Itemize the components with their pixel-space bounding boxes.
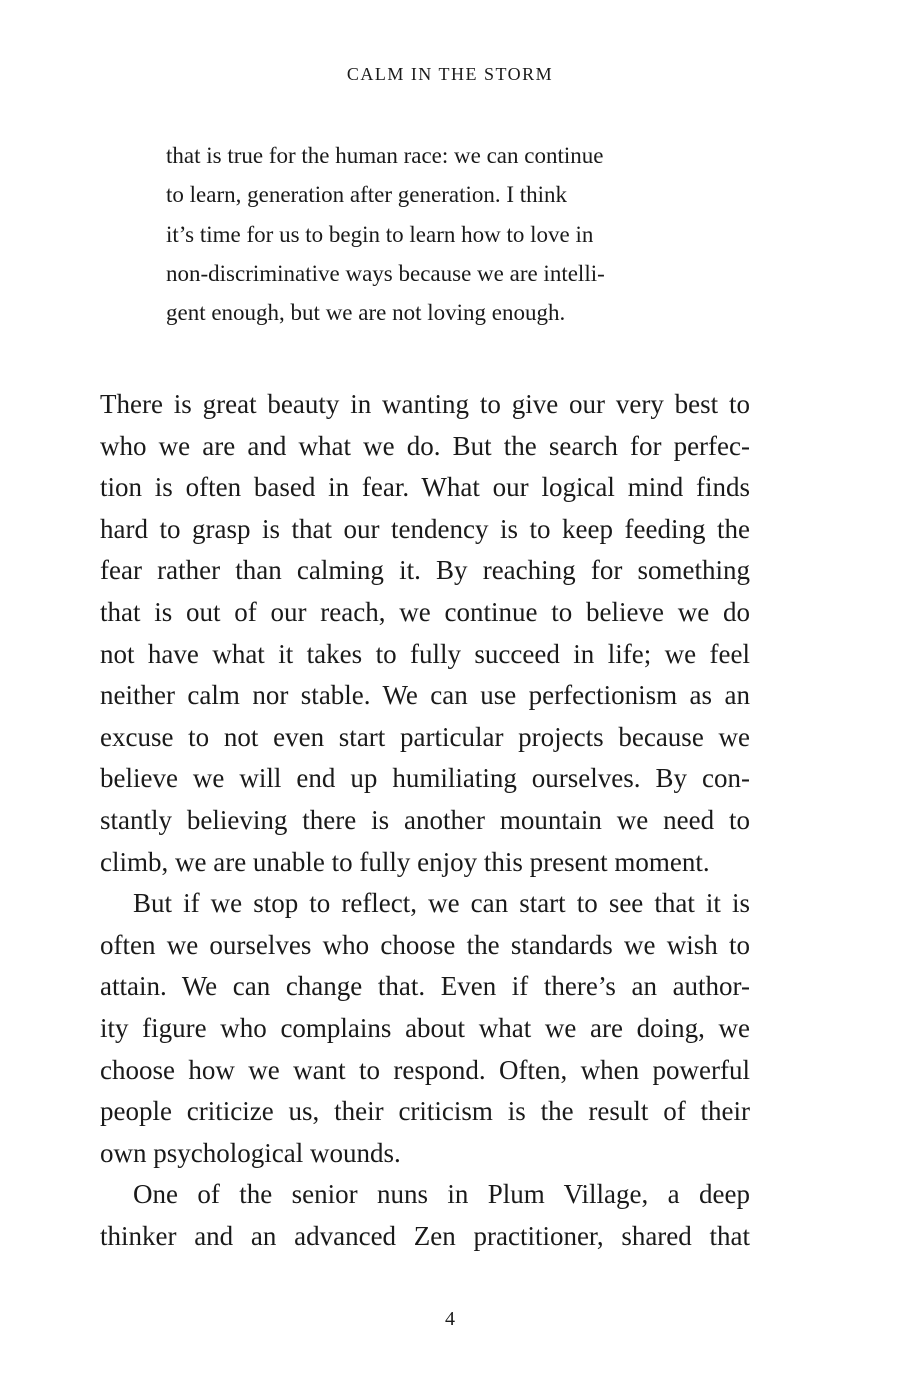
text-line: fear rather than calming it. By reaching for something — [100, 555, 750, 586]
text-line: stantly believing there is another mountain we need to — [100, 804, 750, 835]
paragraph-3 — [100, 1174, 750, 1257]
text-line: One of the senior nuns in Plum Village, a deep — [133, 1179, 750, 1210]
text-line: tion is often based in fear. What our logical mind finds — [100, 472, 750, 503]
text-line: But if we stop to reflect, we can start to see that it is — [133, 888, 750, 919]
quote-line: that is true for the human race: we can continue — [166, 143, 604, 168]
text-line: believe we will end up humiliating ourselves. By con- — [100, 763, 750, 794]
text-line: ity figure who complains about what we are doing, we — [100, 1012, 750, 1043]
quote-line: gent enough, but we are not loving enough. — [166, 300, 566, 326]
text-line: thinker and an advanced Zen practitioner, shared that — [100, 1220, 750, 1251]
quote-line: non-discriminative ways because we are intelli- — [166, 260, 605, 286]
text-line: own psychological wounds. — [100, 1137, 401, 1168]
text-line: choose how we want to respond. Often, when powerful — [100, 1054, 750, 1085]
text-line: There is great beauty in wanting to give our very best to — [100, 389, 750, 419]
text-line: attain. We can change that. Even if there’s an author- — [100, 971, 750, 1002]
quote-line: to learn, generation after generation. I think — [166, 182, 568, 208]
text-line: who we are and what we do. But the search for perfec- — [100, 430, 750, 461]
page-number: 4 — [445, 1308, 455, 1330]
text-line: climb, we are unable to fully enjoy this present moment. — [100, 846, 710, 877]
running-head: CALM IN THE STORM — [346, 64, 554, 84]
text-line: neither calm nor stable. We can use perfectionism as an — [100, 680, 750, 711]
text-line: excuse to not even start particular projects because we — [100, 721, 750, 752]
text-line: not have what it takes to fully succeed in life; we feel — [100, 638, 750, 669]
paragraph-1 — [100, 384, 750, 883]
text-line: people criticize us, their criticism is the result of their — [100, 1096, 750, 1127]
text-line: often we ourselves who choose the standards we wish to — [100, 929, 750, 960]
block-quote — [166, 136, 686, 332]
text-line: hard to grasp is that our tendency is to keep feeding the — [100, 513, 750, 544]
quote-line: it’s time for us to begin to learn how to love in — [166, 221, 594, 247]
body-text — [100, 384, 750, 1257]
paragraph-2 — [100, 883, 750, 1174]
text-line: that is out of our reach, we continue to believe we do — [100, 596, 750, 627]
